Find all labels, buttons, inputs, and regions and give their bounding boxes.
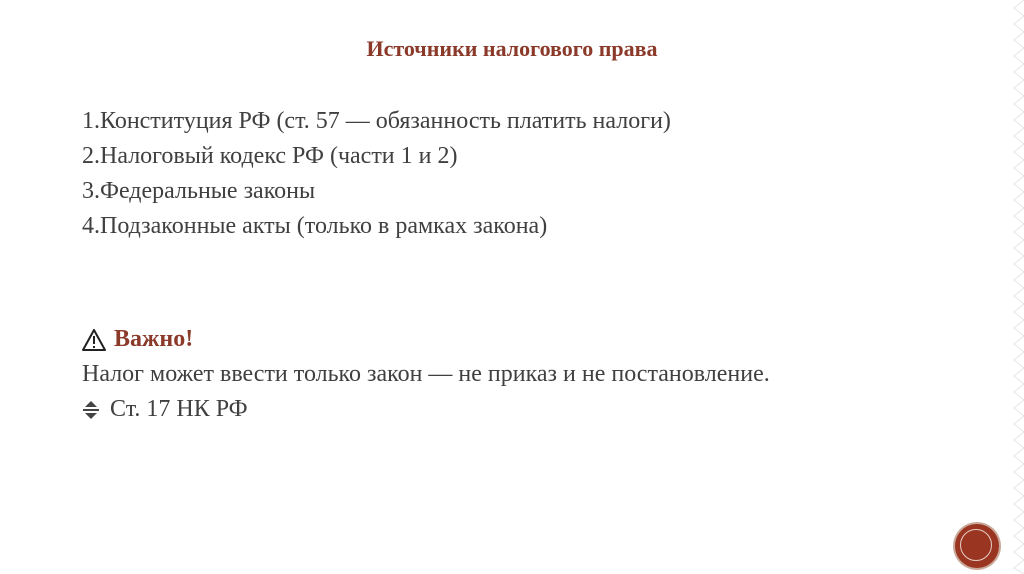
list-item: 3.Федеральные законы <box>82 178 316 204</box>
important-heading-row <box>82 322 770 357</box>
slide-title: Источники налогового права <box>366 36 658 61</box>
page-badge-ring <box>960 529 992 561</box>
list-item: 1.Конституция РФ (ст. 57 — обязанность платить налоги) <box>82 108 671 134</box>
list-item: 2.Налоговый кодекс РФ (части 1 и 2) <box>82 143 458 169</box>
reference-line <box>82 392 770 427</box>
important-text: Налог может ввести только закон — не приказ и не постановление. <box>82 361 770 387</box>
page-badge <box>955 524 999 568</box>
warning-icon <box>82 329 106 351</box>
important-note <box>82 322 770 427</box>
reference-text: Ст. 17 НК РФ <box>110 396 248 422</box>
sources-list <box>82 104 671 244</box>
chevron-border-decoration <box>1010 0 1024 574</box>
important-heading: Важно! <box>114 326 194 352</box>
list-item: 4.Подзаконные акты (только в рамках закона) <box>82 213 548 239</box>
scales-icon <box>82 400 100 420</box>
